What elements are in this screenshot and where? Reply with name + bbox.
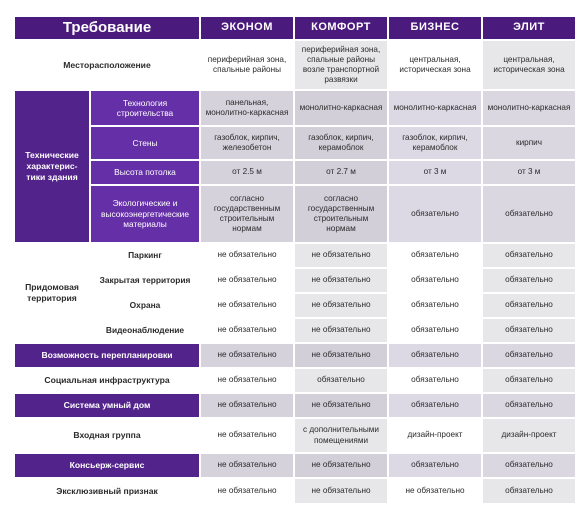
cell-security-comfort: не обязательно <box>295 294 387 317</box>
row-label-cctv: Видеонаблюдение <box>91 319 199 342</box>
table-row-security <box>15 294 575 317</box>
cell-concierge-elite: обязательно <box>483 454 575 477</box>
cell-replanning-elite: обязательно <box>483 344 575 367</box>
table-row-closed-territory <box>15 269 575 292</box>
table-row-smart-home <box>15 394 575 417</box>
group-label-yard: Придомовая территория <box>15 244 89 342</box>
cell-social-economy: не обязательно <box>201 369 293 392</box>
table-row-concierge <box>15 454 575 477</box>
cell-entrance-economy: не обязательно <box>201 419 293 452</box>
cell-smart-business: обязательно <box>389 394 481 417</box>
cell-walls-elite: кирпич <box>483 127 575 159</box>
cell-construction-economy: панельная, монолитно-каркасная <box>201 91 293 125</box>
cell-concierge-business: обязательно <box>389 454 481 477</box>
row-label-parking: Паркинг <box>91 244 199 267</box>
cell-closed-business: обязательно <box>389 269 481 292</box>
cell-closed-elite: обязательно <box>483 269 575 292</box>
row-label-replanning: Возможность перепланировки <box>15 344 199 367</box>
cell-walls-comfort: газоблок, кирпич, керамоблок <box>295 127 387 159</box>
cell-security-economy: не обязательно <box>201 294 293 317</box>
cell-ceiling-business: от 3 м <box>389 161 481 184</box>
cell-eco-economy: согласно государственным строительным нормам <box>201 186 293 242</box>
cell-location-comfort: периферийная зона, спальные районы возле транспортной развязки <box>295 41 387 89</box>
cell-cctv-elite: обязательно <box>483 319 575 342</box>
header-requirement: Требование <box>15 17 199 39</box>
cell-eco-elite: обязательно <box>483 186 575 242</box>
cell-parking-elite: обязательно <box>483 244 575 267</box>
cell-entrance-business: дизайн-проект <box>389 419 481 452</box>
table-row-cctv <box>15 319 575 342</box>
row-label-social: Социальная инфраструктура <box>15 369 199 392</box>
table-row-social <box>15 369 575 392</box>
table-row-location <box>15 41 575 89</box>
row-label-entrance: Входная группа <box>15 419 199 452</box>
cell-cctv-business: обязательно <box>389 319 481 342</box>
cell-parking-economy: не обязательно <box>201 244 293 267</box>
row-label-concierge: Консьерж-сервис <box>15 454 199 477</box>
cell-ceiling-comfort: от 2.7 м <box>295 161 387 184</box>
cell-ceiling-elite: от 3 м <box>483 161 575 184</box>
cell-smart-economy: не обязательно <box>201 394 293 417</box>
row-label-eco-materials: Экологические и высокоэнергетические материалы <box>91 186 199 242</box>
row-label-construction-tech: Технология строительства <box>91 91 199 125</box>
cell-exclusive-elite: обязательно <box>483 479 575 503</box>
cell-concierge-comfort: не обязательно <box>295 454 387 477</box>
cell-social-comfort: обязательно <box>295 369 387 392</box>
cell-security-elite: обязательно <box>483 294 575 317</box>
header-elite: ЭЛИТ <box>483 17 575 39</box>
cell-smart-comfort: не обязательно <box>295 394 387 417</box>
row-label-smart-home: Система умный дом <box>15 394 199 417</box>
cell-parking-business: обязательно <box>389 244 481 267</box>
table-row-tech-construction <box>15 91 575 125</box>
cell-closed-comfort: не обязательно <box>295 269 387 292</box>
cell-entrance-comfort: с дополнительными помещениями <box>295 419 387 452</box>
table-row-parking <box>15 244 575 267</box>
cell-exclusive-business: не обязательно <box>389 479 481 503</box>
cell-construction-business: монолитно-каркасная <box>389 91 481 125</box>
row-label-closed-territory: Закрытая территория <box>91 269 199 292</box>
header-economy: ЭКОНОМ <box>201 17 293 39</box>
cell-smart-elite: обязательно <box>483 394 575 417</box>
cell-eco-business: обязательно <box>389 186 481 242</box>
header-row <box>15 17 575 39</box>
cell-exclusive-economy: не обязательно <box>201 479 293 503</box>
cell-exclusive-comfort: не обязательно <box>295 479 387 503</box>
header-comfort: КОМФОРТ <box>295 17 387 39</box>
cell-location-elite: центральная, историческая зона <box>483 41 575 89</box>
row-label-walls: Стены <box>91 127 199 159</box>
cell-replanning-business: обязательно <box>389 344 481 367</box>
cell-concierge-economy: не обязательно <box>201 454 293 477</box>
cell-location-economy: периферийная зона, спальные районы <box>201 41 293 89</box>
row-label-security: Охрана <box>91 294 199 317</box>
cell-replanning-economy: не обязательно <box>201 344 293 367</box>
cell-entrance-elite: дизайн-проект <box>483 419 575 452</box>
group-label-tech: Технические характерис-тики здания <box>15 91 89 242</box>
cell-construction-elite: монолитно-каркасная <box>483 91 575 125</box>
cell-social-elite: обязательно <box>483 369 575 392</box>
table-row-replanning <box>15 344 575 367</box>
row-label-ceiling-height: Высота потолка <box>91 161 199 184</box>
cell-parking-comfort: не обязательно <box>295 244 387 267</box>
housing-class-comparison-table <box>13 15 577 505</box>
cell-ceiling-economy: от 2.5 м <box>201 161 293 184</box>
cell-security-business: обязательно <box>389 294 481 317</box>
table-row-exclusive <box>15 479 575 503</box>
cell-eco-comfort: согласно государственным строительным нормам <box>295 186 387 242</box>
comparison-table-container <box>15 17 571 511</box>
cell-location-business: центральная, историческая зона <box>389 41 481 89</box>
table-row-tech-eco <box>15 186 575 242</box>
cell-cctv-economy: не обязательно <box>201 319 293 342</box>
table-row-tech-ceiling <box>15 161 575 184</box>
cell-closed-economy: не обязательно <box>201 269 293 292</box>
cell-construction-comfort: монолитно-каркасная <box>295 91 387 125</box>
cell-replanning-comfort: не обязательно <box>295 344 387 367</box>
cell-walls-economy: газоблок, кирпич, железобетон <box>201 127 293 159</box>
row-label-location: Месторасположение <box>15 41 199 89</box>
header-business: БИЗНЕС <box>389 17 481 39</box>
table-row-entrance <box>15 419 575 452</box>
cell-social-business: обязательно <box>389 369 481 392</box>
cell-cctv-comfort: не обязательно <box>295 319 387 342</box>
cell-walls-business: газоблок, кирпич, керамоблок <box>389 127 481 159</box>
row-label-exclusive: Эксклюзивный признак <box>15 479 199 503</box>
table-row-tech-walls <box>15 127 575 159</box>
